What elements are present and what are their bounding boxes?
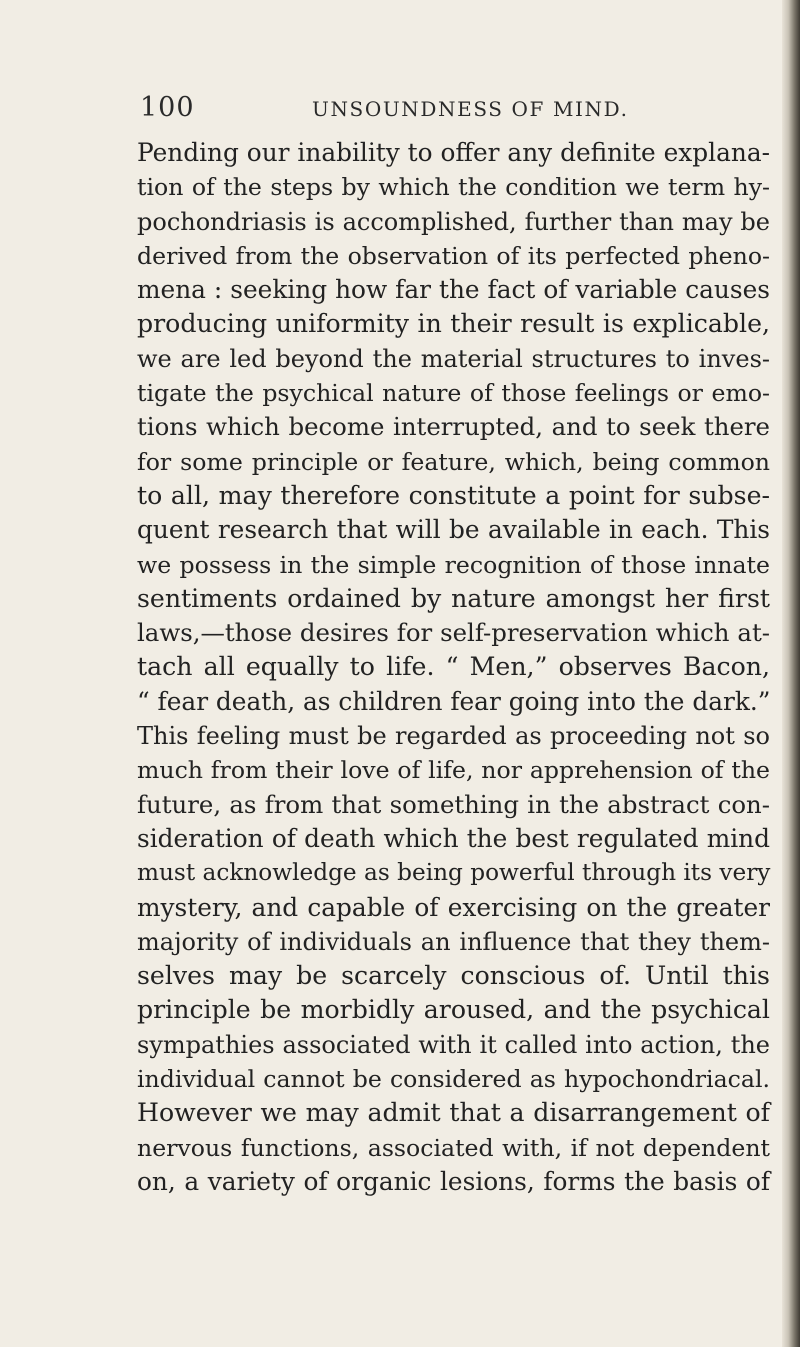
page-edge-shadow: [782, 0, 800, 1347]
text-line: for some principle or feature, which, being common: [137, 447, 770, 476]
page-header: [140, 92, 780, 132]
text-line: must acknowledge as being powerful through its very: [137, 859, 771, 887]
text-line: quent research that will be available in each. This: [137, 515, 770, 545]
text-line: future, as from that something in the abstract con-: [137, 789, 770, 819]
text-line: nervous functions, associated with, if not dependent: [137, 1133, 770, 1162]
text-line: tions which become interrupted, and to seek there: [137, 412, 770, 442]
text-line: Pending our inability to offer any definite explana-: [137, 138, 770, 167]
text-line: selves may be scarcely conscious of. Until this: [137, 961, 770, 991]
text-line: much from their love of life, nor apprehension of the: [137, 756, 770, 785]
text-line: mystery, and capable of exercising on the greater: [137, 892, 770, 922]
text-line: “ fear death, as children fear going into the dark.”: [137, 686, 771, 716]
text-line: we possess in the simple recognition of those innate: [137, 550, 770, 579]
body-text: [137, 136, 770, 1199]
running-head: UNSOUNDNESS OF MIND.: [312, 97, 629, 121]
text-line: to all, may therefore constitute a point for subse-: [137, 480, 770, 510]
text-line: derived from the observation of its perfected pheno-: [137, 241, 770, 270]
text-line: sentiments ordained by nature amongst her first: [137, 583, 770, 613]
text-line: However we may admit that a disarrangement of: [137, 1098, 770, 1128]
text-line: sympathies associated with it called into action, the: [137, 1030, 770, 1059]
text-line: tion of the steps by which the condition we term hy-: [137, 173, 770, 202]
text-line: producing uniformity in their result is explicable,: [137, 309, 770, 339]
text-line: principle be morbidly aroused, and the psychical: [137, 995, 770, 1025]
text-line: mena : seeking how far the fact of variable causes: [137, 275, 770, 305]
text-line: laws,—those desires for self-preservation which at-: [137, 618, 770, 648]
text-line: tigate the psychical nature of those feelings or emo-: [137, 379, 770, 408]
text-line: This feeling must be regarded as proceeding not so: [137, 722, 770, 751]
text-line: sideration of death which the best regulated mind: [137, 823, 770, 853]
text-line: individual cannot be considered as hypochondriacal.: [137, 1065, 770, 1094]
text-line: tach all equally to life. “ Men,” observes Bacon,: [137, 652, 770, 682]
text-line: on, a variety of organic lesions, forms the basis of: [137, 1166, 770, 1196]
text-line: we are led beyond the material structures to inves-: [137, 344, 770, 373]
page-number: 100: [140, 92, 195, 123]
text-line: majority of individuals an influence that they them-: [137, 927, 770, 956]
text-line: pochondriasis is accomplished, further than may be: [137, 207, 770, 236]
